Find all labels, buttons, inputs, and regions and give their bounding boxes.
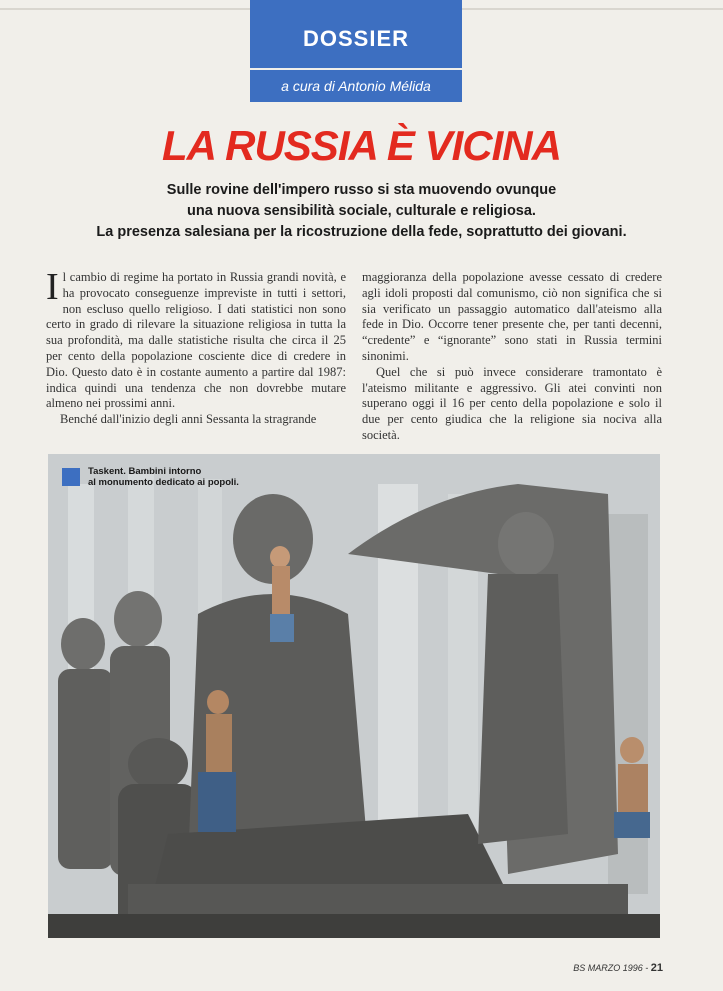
paragraph: maggioranza della popolazione avesse cessato di credere agli idoli proposti dal comunismo, ciò non significa che si sia verificato un passaggio automatico dall'ateismo alla fede in Dio. Occorre tener presente che, per tanti decenni, “credente” e “ignorante” sono stati in Russia termini sinonimi. xyxy=(362,270,662,363)
curator-box xyxy=(250,70,462,102)
body-column-left xyxy=(46,266,346,428)
curator-label: a cura di Antonio Mélida xyxy=(281,78,431,94)
paragraph xyxy=(46,266,346,412)
page-number: 21 xyxy=(650,962,663,974)
drop-cap: I xyxy=(46,266,59,308)
paragraph-text: l cambio di regime ha portato in Russia grandi novità, e ha provocato conseguenze impreviste in tutti i settori, non escluso quello religioso. I dati statistici non sono certo in grado di rilevare la situazione religiosa in tutta la sua profondità, ma dalle statistiche risulta che circa il 25 per cento della popolazione cosciente dice di credere in Dio. Questo dato è in costante aumento a partire dal 1987: indica quindi una tendenza che non dovrebbe mutare almeno nei prossimi anni. xyxy=(46,270,346,411)
photo-caption xyxy=(88,466,308,488)
body-column-right xyxy=(362,270,662,444)
monument-photo-illustration xyxy=(48,454,660,938)
paragraph: Benché dall'inizio degli anni Sessanta la stragrande xyxy=(60,412,317,427)
paragraph: Quel che si può invece considerare tramontato è l'ateismo militante e aggressivo. Gli atei convinti non superano oggi il 16 per cento della popolazione e solo il due per cento giudica che la religione sia nociva alla società. xyxy=(362,364,662,442)
section-label: DOSSIER xyxy=(302,26,410,51)
caption-line-1: Taskent. Bambini intorno xyxy=(88,466,202,477)
subtitle-line-2: una nuova sensibilità sociale, culturale e religiosa. xyxy=(187,203,536,219)
page-footer xyxy=(573,962,663,974)
article-subtitle xyxy=(40,180,683,243)
caption-line-2: al monumento dedicato ai popoli. xyxy=(88,477,239,488)
monument-photo xyxy=(48,454,660,938)
dossier-header-box xyxy=(250,0,462,68)
subtitle-line-3: La presenza salesiana per la ricostruzione della fede, soprattutto dei giovani. xyxy=(96,224,627,240)
article-title: LA RUSSIA È VICINA xyxy=(162,122,561,169)
subtitle-line-1: Sulle rovine dell'impero russo si sta muovendo ovunque xyxy=(166,182,557,198)
publication-info: BS MARZO 1996 - xyxy=(573,963,651,973)
caption-marker xyxy=(62,468,80,486)
